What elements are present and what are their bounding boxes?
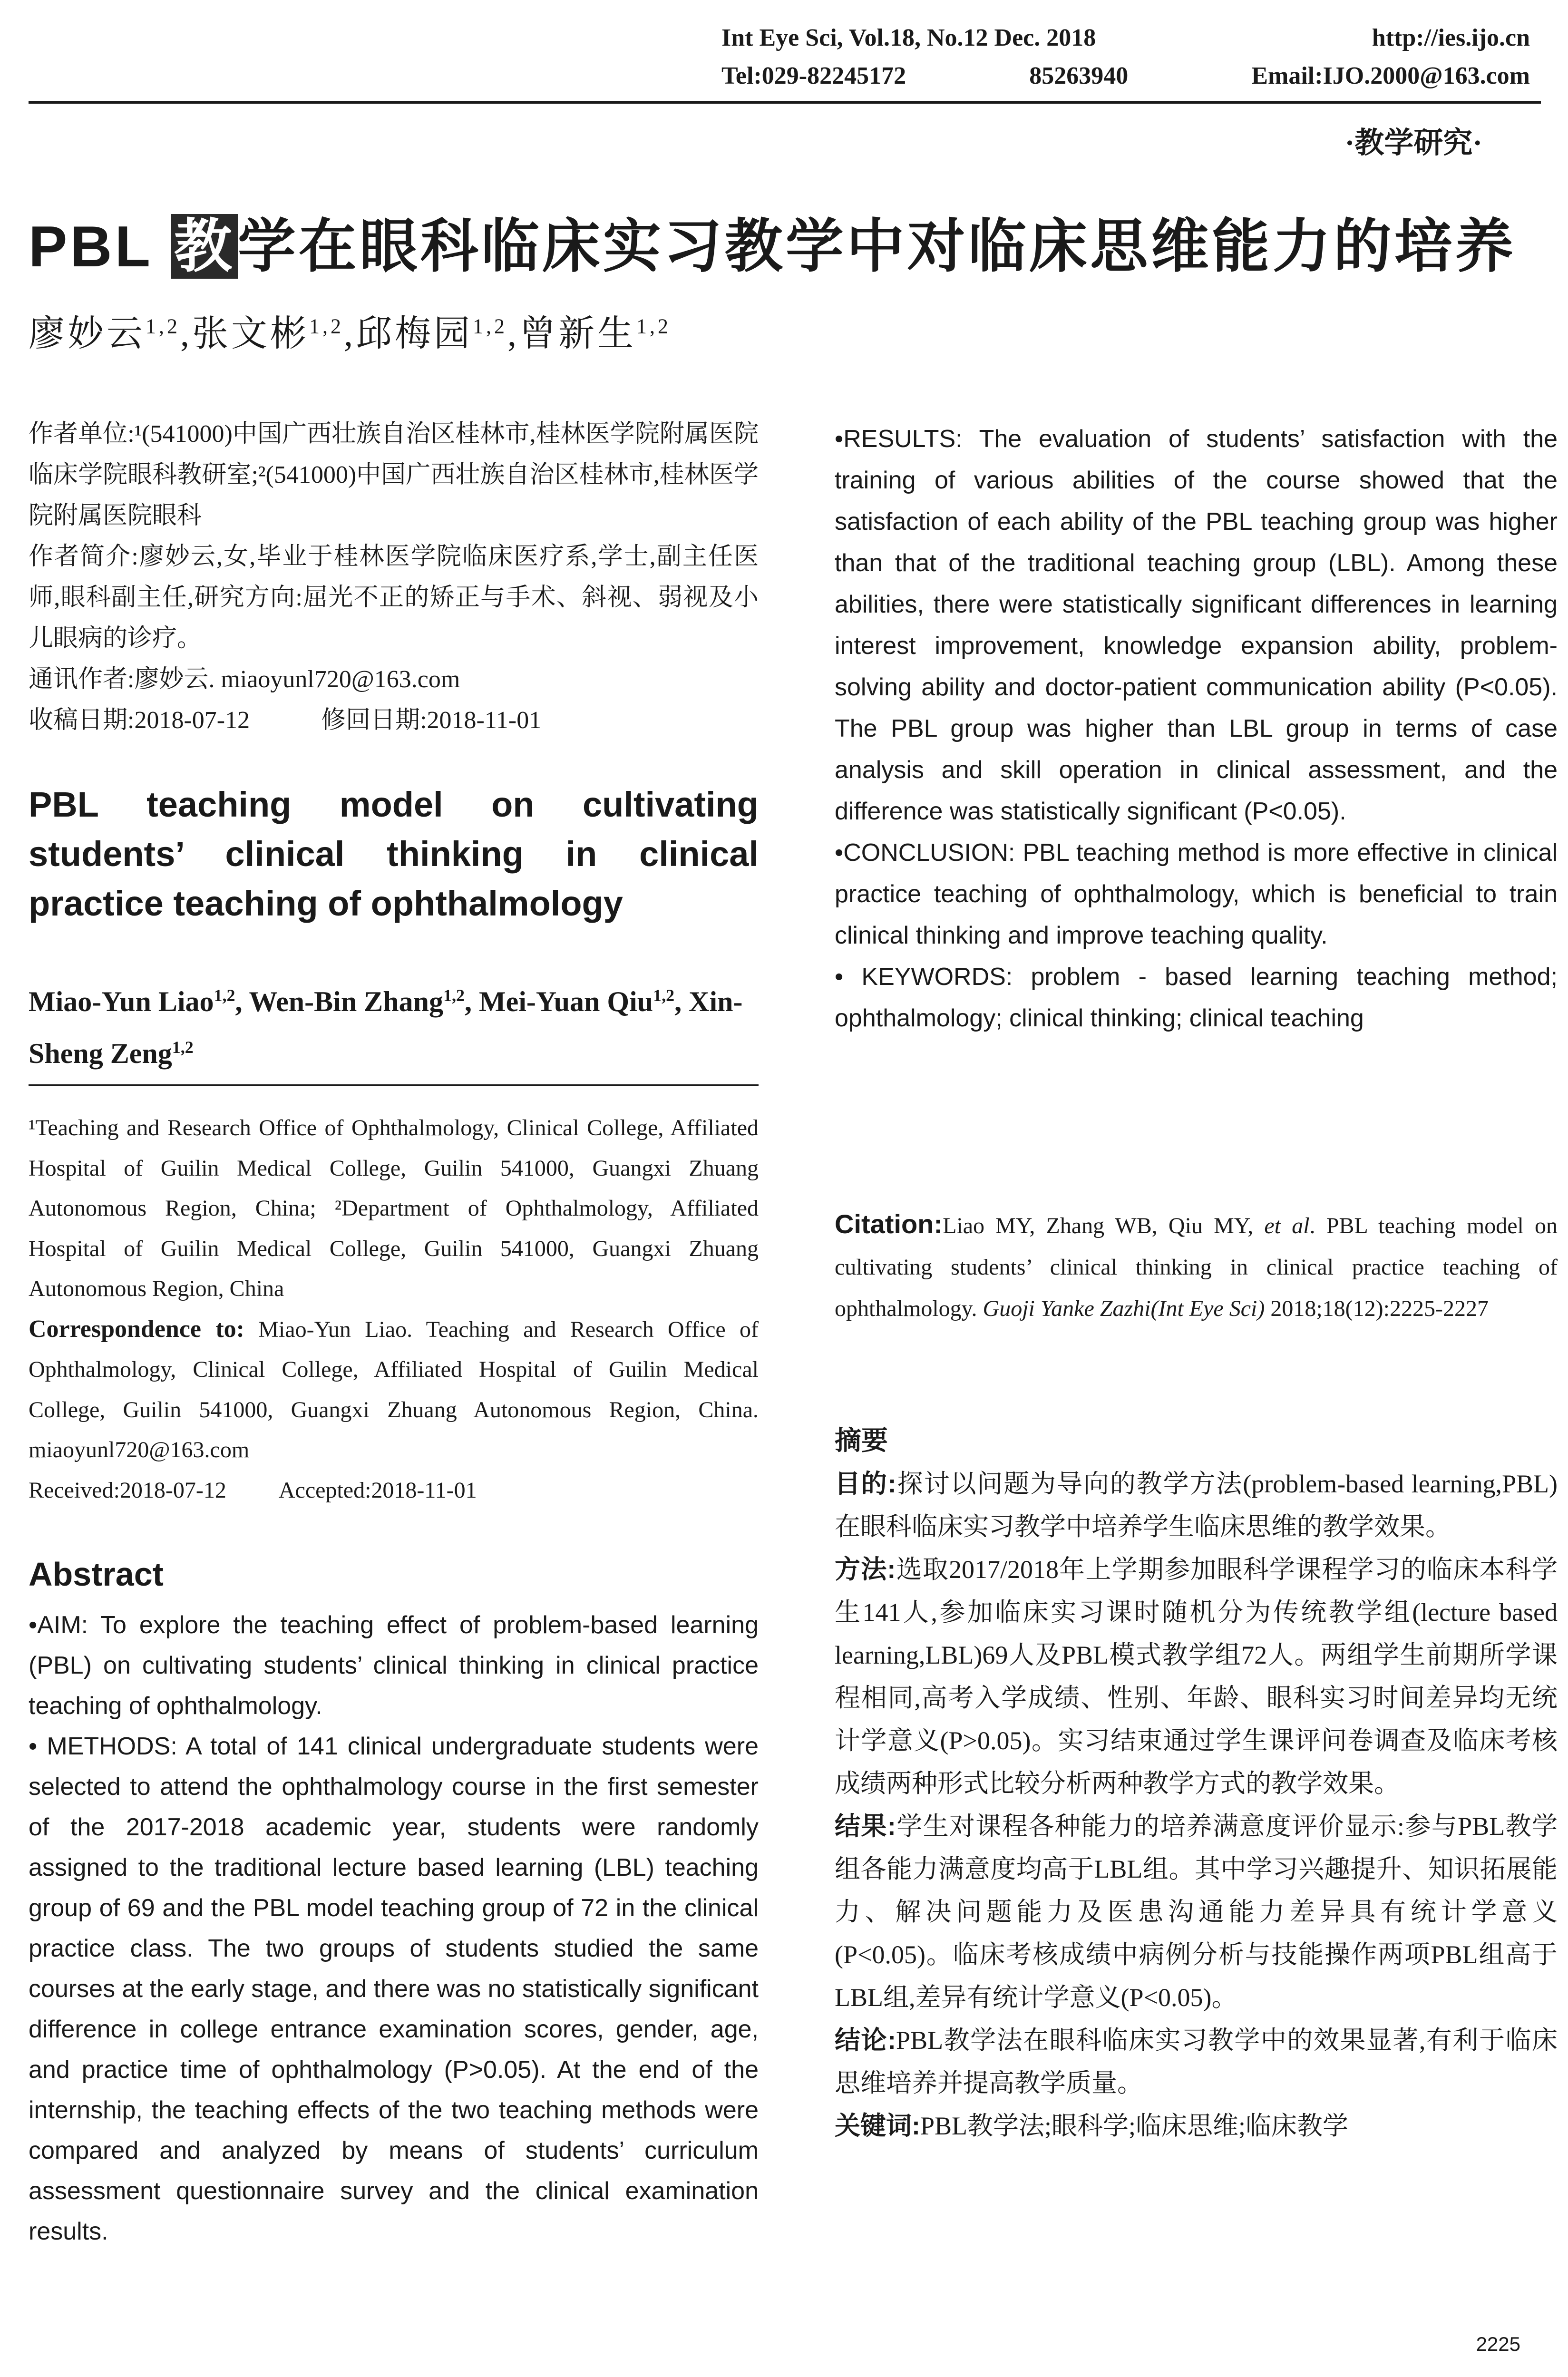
author-en: Mei-Yuan Qiu	[478, 986, 653, 1017]
author-bio: 作者简介:廖妙云,女,毕业于桂林医学院临床医疗系,学士,副主任医师,眼科副主任,研究方向:屈光不正的矫正与手术、斜视、弱视及小儿眼病的诊疗。	[29, 543, 759, 652]
affiliation-cn	[29, 414, 759, 741]
author-sup: 1,2	[443, 986, 465, 1005]
author-cn: 曾新生	[519, 314, 636, 354]
author-en: Xin-Sheng Zeng	[29, 986, 743, 1069]
author-sup: 1,2	[214, 986, 235, 1005]
abstract-keywords: • KEYWORDS: problem - based learning teaching method; ophthalmology; clinical thinking; clinical teaching	[835, 963, 1558, 1032]
author-cn: 廖妙云	[29, 314, 146, 354]
title-highlight: 教	[171, 214, 238, 279]
abstract-left-column	[29, 1605, 759, 2252]
author-sup: 1,2	[146, 314, 180, 338]
journal-website[interactable]: http://ies.ijo.cn	[1372, 24, 1530, 51]
citation-details: 2018;18(12):2225-2227	[1265, 1296, 1489, 1321]
affiliation-en-text: ¹Teaching and Research Office of Ophthalmology, Clinical College, Affiliated Hospital of Guilin Medical College, Guilin 541000, Guangxi Zhuang Autonomous Region, China; ²Department of Ophthalmology, Affiliated Hospital of Guilin Medical College, Guilin 541000, Guangxi Zhuang Autonomous Region, China	[29, 1115, 759, 1301]
author-sup: 1,2	[172, 1038, 194, 1057]
received-date-cn: 收稿日期:2018-07-12	[29, 707, 250, 734]
cn-keywords	[835, 2104, 1558, 2147]
affiliation-unit: 作者单位:¹(541000)中国广西壮族自治区桂林市,桂林医学院附属医院临床学院眼科教研室;²(541000)中国广西壮族自治区桂林市,桂林医学院附属医院眼科	[29, 420, 759, 529]
journal-volume: Int Eye Sci, Vol.18, No.12 Dec. 2018	[721, 24, 1096, 51]
author-sup: 1,2	[636, 314, 671, 338]
cn-keywords-label: 关键词:	[835, 2112, 920, 2140]
authors-en: Miao-Yun Liao$^{1,2}$, Wen-Bin Zhang$^{1,2}$, Mei-Yuan Qiu$^{1,2}$, Xin-Sheng Zeng$^{1,2}$	[29, 986, 743, 1069]
author-sup: 1,2	[473, 314, 507, 338]
accepted-date: Accepted:2018-11-01	[278, 1477, 477, 1503]
title-rest: 学在眼科临床实习教学中对临床思维能力的培养	[237, 214, 1516, 279]
citation-label: Citation:	[835, 1209, 943, 1239]
cn-abstract	[835, 1462, 1558, 2147]
abstract-aim: •AIM: To explore the teaching effect of problem-based learning (PBL) on cultivating students’ clinical thinking in clinical practice teaching of ophthalmology.	[29, 1611, 759, 1720]
article-title	[29, 200, 1541, 283]
title-prefix: PBL	[29, 214, 171, 279]
cn-aim-text: 探讨以问题为导向的教学方法(problem-based learning,PBL)在眼科临床实习教学中培养学生临床思维的教学效果。	[835, 1470, 1558, 1541]
authors-cn: 廖妙云$^{1,2}$,张文彬$^{1,2}$,邱梅园$^{1,2}$,曾新生$^{1,2}$	[29, 314, 671, 354]
cn-aim	[835, 1462, 1558, 1548]
abstract-conclusion: •CONCLUSION: PBL teaching method is more effective in clinical practice teaching of ophthalmology, which is beneficial to train clinical thinking and improve teaching quality.	[835, 839, 1558, 949]
cn-aim-label: 目的:	[835, 1470, 896, 1498]
author-cn: 邱梅园	[356, 314, 473, 354]
revised-date-cn: 修回日期:2018-11-01	[321, 707, 542, 734]
correspondence-text: Miao-Yun Liao. Teaching and Research Office of Ophthalmology, Clinical College, Affiliated Hospital of Guilin Medical College, Guilin 541000, Guangxi Zhuang Autonomous Region, China. miaoyunl720@163.com	[29, 1316, 759, 1462]
correspondence-label: Correspondence to:	[29, 1315, 244, 1343]
citation-authors: Liao MY, Zhang WB, Qiu MY,	[943, 1213, 1265, 1238]
citation-title: . PBL teaching model on cultivating students’ clinical thinking in clinical practice teaching of ophthalmology.	[835, 1213, 1558, 1321]
journal-email[interactable]: Email:IJO.2000@163.com	[1251, 62, 1530, 89]
abstract-heading: Abstract	[29, 1556, 164, 1593]
citation	[835, 1203, 1558, 1329]
abstract-results: •RESULTS: The evaluation of students’ satisfaction with the training of various abilities of the course showed that the satisfaction of each ability of the PBL teaching group was higher than that of the traditional teaching group (LBL). Among these abilities, there were statistically significant differences in learning interest improvement, knowledge expansion ability, problem-solving ability and doctor-patient communication ability (P<0.05). The PBL group was higher than LBL group in terms of case analysis and skill operation in clinical assessment, and the difference was statistically significant (P<0.05).	[835, 425, 1558, 825]
cn-results	[835, 1805, 1558, 2019]
author-en: Wen-Bin Zhang	[249, 986, 443, 1017]
author-sup: 1,2	[653, 986, 675, 1005]
abstract-right-column	[835, 419, 1558, 1039]
cn-conclusion-text: PBL教学法在眼科临床实习教学中的效果显著,有利于临床思维培养并提高教学质量。	[835, 2026, 1558, 2097]
author-sup: 1,2	[309, 314, 344, 338]
header-rule	[29, 101, 1541, 104]
received-date: Received:2018-07-12	[29, 1477, 226, 1503]
cn-conclusion	[835, 2019, 1558, 2104]
cn-keywords-text: PBL教学法;眼科学;临床思维;临床教学	[920, 2112, 1349, 2140]
cn-methods-text: 选取2017/2018年上学期参加眼科学课程学习的临床本科学生141人,参加临床实习课时随机分为传统教学组(lecture based learning,LBL)69人及PBL模式教学组72人。两组学生前期所学课程相同,高考入学成绩、性别、年龄、眼科实习时间差异均无统计学意义(P>0.05)。实习结束通过学生课评问卷调查及临床考核成绩两种形式比较分析两种教学方式的教学效果。	[835, 1555, 1558, 1798]
page-number: 2225	[1476, 2333, 1520, 2355]
citation-journal: Guoji Yanke Zazhi(Int Eye Sci)	[983, 1296, 1265, 1321]
correspondence-cn: 通讯作者:廖妙云. miaoyunl720@163.com	[29, 666, 460, 693]
cn-methods	[835, 1548, 1558, 1805]
section-tag: ·教学研究·	[1344, 127, 1482, 159]
running-header	[721, 19, 1530, 95]
cn-abstract-heading: 摘要	[835, 1425, 888, 1455]
cn-results-label: 结果:	[835, 1812, 896, 1841]
cn-conclusion-label: 结论:	[835, 2026, 896, 2055]
author-cn: 张文彬	[192, 314, 309, 354]
english-title: PBL teaching model on cultivating students’ clinical thinking in clinical practice teaching of ophthalmology	[29, 785, 759, 923]
citation-etal: et al	[1264, 1213, 1310, 1238]
affiliation-en	[29, 1108, 759, 1510]
journal-tel: Tel:029-82245172	[721, 62, 906, 89]
section-divider	[29, 1084, 759, 1086]
abstract-methods: • METHODS: A total of 141 clinical undergraduate students were selected to attend the ophthalmology course in the first semester of the 2017-2018 academic year, students were randomly assigned to the traditional lecture based learning (LBL) teaching group of 69 and the PBL model teaching group of 72 in the clinical practice class. The two groups of students studied the same courses at the early stage, and there was no statistically significant difference in college entrance examination scores, gender, age, and practice time of ophthalmology (P>0.05). At the end of the internship, the teaching effects of the two teaching methods were compared and analyzed by means of students’ curriculum assessment questionnaire survey and the clinical examination results.	[29, 1733, 759, 2245]
journal-tel2: 85263940	[1029, 62, 1129, 89]
cn-results-text: 学生对课程各种能力的培养满意度评价显示:参与PBL教学组各能力满意度均高于LBL组。其中学习兴趣提升、知识拓展能力、解决问题能力及医患沟通能力差异具有统计学意义(P<0.05)。临床考核成绩中病例分析与技能操作两项PBL组高于LBL组,差异有统计学意义(P<0.05)。	[835, 1812, 1558, 2012]
author-en: Miao-Yun Liao	[29, 986, 214, 1017]
cn-methods-label: 方法:	[835, 1555, 896, 1584]
